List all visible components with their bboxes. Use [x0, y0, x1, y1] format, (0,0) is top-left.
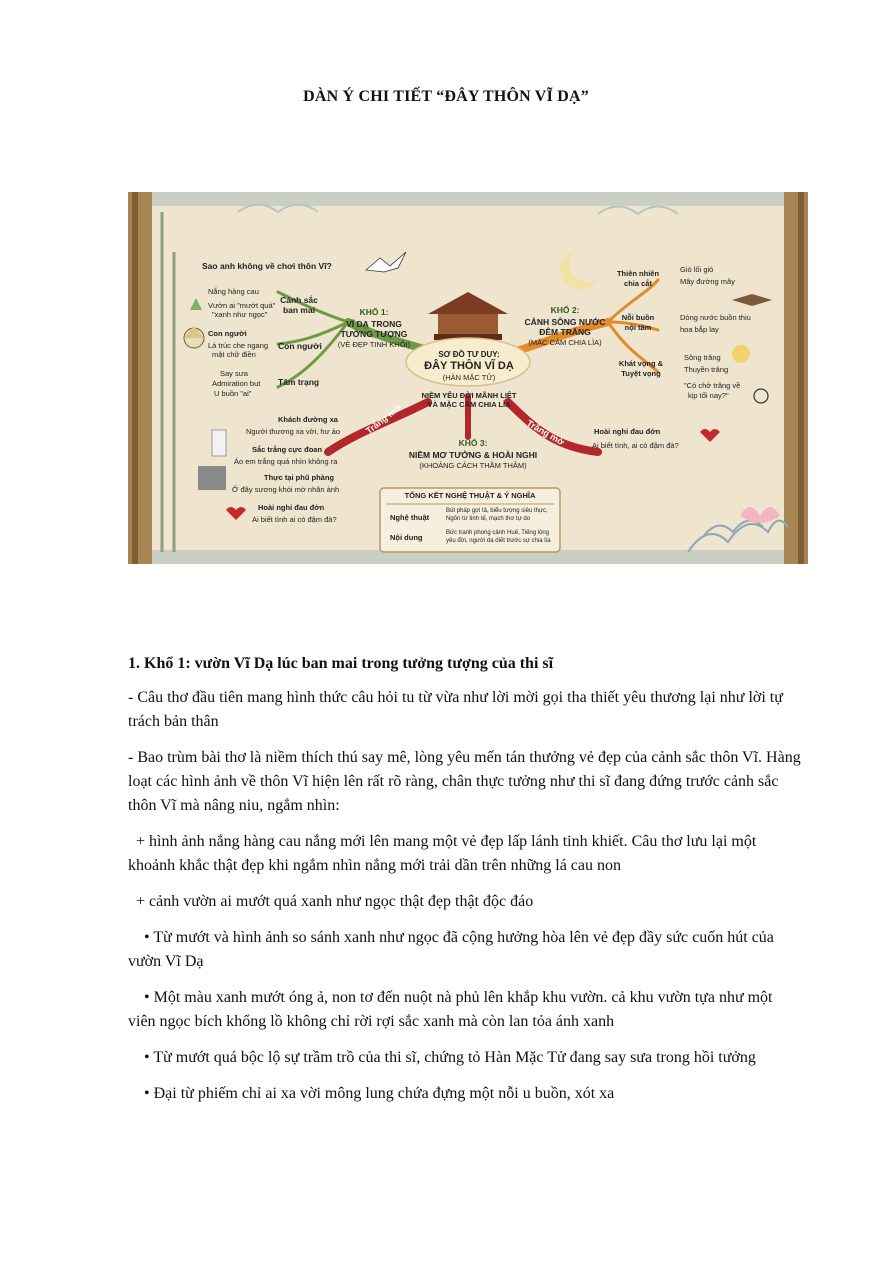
mm-noi-buon-2: nội tâm	[624, 323, 652, 332]
mm-trang-mo-left: Trắng mờ	[364, 402, 403, 436]
paragraph-2: - Bao trùm bài thơ là niềm thích thú say mê, lòng yêu mến tán thưởng vẻ đẹp của cảnh sắc thôn Vĩ. Hàng loạt các hình ảnh về thôn Vĩ hiện lên rất rõ ràng, chân thực tưởng như thi sĩ đang đứng trước cảnh sắc thôn Vĩ mà nâng niu, ngắm nhìn:	[128, 749, 801, 814]
mm-tam-trang: Tâm trạng	[278, 377, 320, 387]
moon-full-icon	[732, 345, 750, 363]
mm-co-cho-2: kịp tối nay?"	[688, 391, 729, 400]
mm-kho1-line1: VĨ DẠ TRONG	[346, 319, 402, 329]
mm-nang-hang-cau: Nắng hàng cau	[208, 287, 259, 296]
mm-kho2-line1: CẢNH SÔNG NƯỚC	[524, 317, 606, 327]
scroll-roll-right	[784, 192, 808, 564]
mm-thuyen-trang: Thuyền trăng	[684, 365, 729, 374]
mm-khat-vong-2: Tuyệt vọng	[621, 369, 661, 378]
mm-o-day: Ở đây sương khói mờ nhân ảnh	[232, 485, 340, 494]
paragraph-3: + hình ảnh nắng hàng cau nắng mới lên mang một vẻ đẹp lấp lánh tinh khiết. Câu thơ lưu lại một khoảnh khắc thật đẹp khi ngắm nhìn nắng mới trải dần trên những lá cau non	[128, 833, 761, 874]
mm-noi-dung-2: yêu đời, người da diết trước sự chia lìa	[446, 538, 551, 544]
mm-khach-duong-xa: Khách đường xa	[278, 415, 338, 424]
mm-vuon-ai-1: Vườn ai "mướt quá"	[208, 301, 276, 310]
mm-summary-title: TỔNG KẾT NGHỆ THUẬT & Ý NGHĨA	[404, 491, 536, 500]
section-1-heading: 1. Khổ 1: vườn Vĩ Dạ lúc ban mai trong tưởng tượng của thi sĩ	[128, 655, 554, 672]
mm-may-duong-may: Mây đường mây	[680, 277, 735, 286]
mm-mat-chu-dien: mặt chữ điền	[212, 350, 256, 359]
mm-hoai-nghi-left: Hoài nghi đau đớn	[258, 503, 325, 512]
mm-gio-loi-gio: Gió lối gió	[680, 265, 714, 274]
mm-khat-vong-1: Khát vọng &	[618, 359, 664, 368]
mm-admiration: Admiration but	[212, 379, 261, 388]
mm-vuon-ai-2: "xanh như ngọc"	[212, 310, 268, 319]
section-1	[128, 652, 804, 1118]
mm-kho1-sub: (VẺ ĐẸP TINH KHÔI)	[337, 340, 411, 349]
mm-kho3-sub: (KHOẢNG CÁCH THĂM THẲM)	[419, 461, 527, 470]
mm-kho2-line2: ĐÊM TRĂNG	[539, 327, 591, 337]
paragraph-5: • Từ mướt và hình ảnh so sánh xanh như ngọc đã cộng hưởng hòa lên vẻ đẹp đầy sức cuốn hút của vườn Vĩ Dạ	[128, 929, 778, 970]
mm-sac-trang: Sắc trắng cực đoan	[252, 445, 323, 454]
mm-center-name: ĐÂY THÔN VĨ DẠ	[424, 360, 514, 372]
gate-icon	[198, 466, 226, 490]
mm-center-theme-2: VÀ MẶC CẢM CHIA LÌA	[427, 400, 511, 409]
mm-noi-buon-1: Nỗi buồn	[621, 313, 655, 322]
mm-ai-biet-right: Ai biết tình, ai có đậm đà?	[592, 441, 679, 450]
mm-con-nguoi-a: Con người	[208, 329, 247, 338]
mm-hoa-bap-lay: hoa bắp lay	[680, 325, 719, 334]
mm-dong-nuoc: Dòng nước buồn thiu	[680, 313, 751, 322]
document-title: DÀN Ý CHI TIẾT “ĐÂY THÔN VĨ DẠ”	[303, 88, 589, 105]
paragraph-6: • Một màu xanh mướt óng ả, non tơ đến nuột nà phủ lên khắp khu vườn. cả khu vườn tựa như một viên ngọc bích khổng lồ không chỉ rời rợi sắc xanh mà còn lan tỏa ánh xanh	[128, 989, 777, 1030]
paragraph-1: - Câu thơ đầu tiên mang hình thức câu hỏi tu từ vừa như lời mời gọi tha thiết yêu thương lại như lời tự trách bản thân	[128, 689, 783, 730]
paragraph-8: • Đại từ phiếm chỉ ai xa vời mông lung chứa đựng một nỗi u buồn, xót xa	[128, 1085, 615, 1102]
mm-co-cho-1: "Có chở trăng về	[684, 381, 741, 390]
mm-nghe-thuat-2: Ngôn từ tinh tế, mạch thơ tự do	[446, 516, 531, 522]
mm-center-title: SƠ ĐỒ TƯ DUY:	[438, 350, 500, 359]
mm-ao-em: Áo em trắng quá nhìn không ra	[234, 457, 338, 466]
mm-nguoi-thuong: Người thương xa vời, hư ảo	[246, 427, 341, 436]
mm-kho3-title: KHỔ 3:	[458, 438, 488, 448]
mm-u-buon: U buồn "ai"	[214, 389, 252, 398]
mm-noi-dung: Nội dung	[390, 533, 423, 542]
mm-kho2-title: KHỔ 2:	[550, 305, 580, 315]
mm-thien-nhien-2: chia cắt	[624, 279, 652, 288]
mm-thuc-tai: Thực tại phũ phàng	[264, 473, 335, 482]
mm-song-trang: Sông trăng	[684, 353, 721, 362]
mm-center-author: (HÀN MẶC TỬ)	[442, 373, 496, 382]
mm-kho1-title: KHỔ 1:	[359, 307, 389, 317]
mm-la-truc: Lá trúc che ngang	[208, 341, 269, 350]
mm-nghe-thuat-1: Bút pháp gợi tả, biểu tượng siêu thực,	[446, 508, 548, 514]
mm-center-theme-1: NIỀM YÊU ĐỜI MÃNH LIỆT	[421, 391, 517, 400]
mm-trang-mo-right: Trắng mờ	[525, 418, 566, 448]
paragraph-7: • Từ mướt quá bộc lộ sự trầm trồ của thi sĩ, chứng tỏ Hàn Mặc Tử đang say sưa trong hồi tưởng	[128, 1049, 756, 1066]
mm-say-sua: Say sưa	[220, 369, 248, 378]
mm-con-nguoi-b: Con người	[278, 341, 322, 351]
mm-kho2-sub: (MẶC CẢM CHIA LÌA)	[528, 338, 602, 347]
mm-question: Sao anh không về chơi thôn Vĩ?	[202, 261, 332, 271]
mm-ai-biet-left: Ai biết tình ai có đậm đà?	[252, 515, 337, 524]
mind-map-image	[128, 192, 808, 564]
mm-kho3-line1: NIỀM MƠ TƯỞNG & HOÀI NGHI	[408, 450, 538, 460]
mm-nghe-thuat: Nghệ thuật	[390, 513, 430, 522]
mm-canh-sac-1: Cảnh sắc	[280, 295, 318, 305]
ao-dai-icon	[212, 430, 226, 456]
mm-hoai-nghi-right: Hoài nghi đau đớn	[594, 427, 661, 436]
mm-thien-nhien-1: Thiên nhiên	[616, 269, 660, 278]
scroll-roll-left	[128, 192, 152, 564]
mm-canh-sac-2: ban mai	[282, 305, 316, 315]
paragraph-4: + cảnh vườn ai mướt quá xanh như ngọc thật đẹp thật độc đáo	[128, 893, 534, 910]
mm-noi-dung-1: Bức tranh phong cảnh Huế, Tiếng lòng	[446, 530, 550, 536]
mm-kho1-line2: TƯỞNG TƯỢNG	[340, 329, 408, 339]
